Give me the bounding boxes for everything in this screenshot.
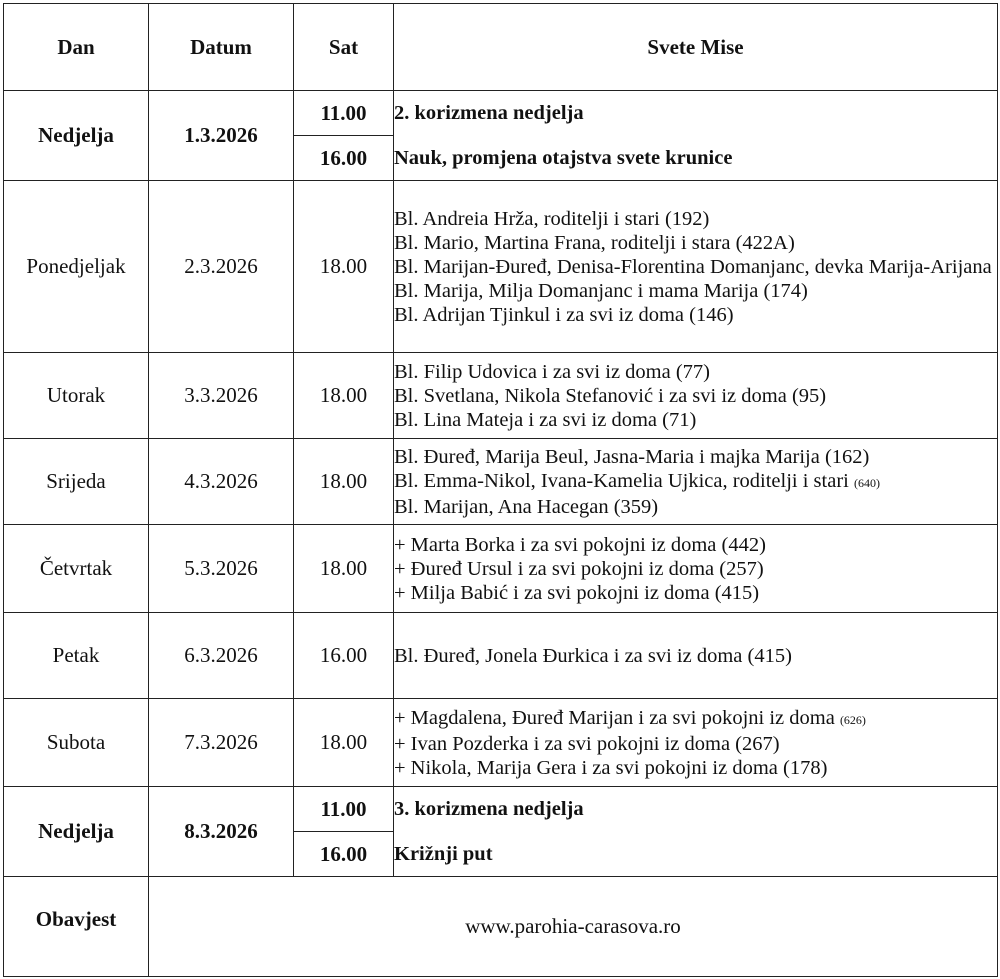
mass-line (394, 706, 997, 732)
mass-cell (394, 787, 998, 877)
header-dan: Dan (4, 4, 149, 91)
mass-line: Bl. Đuređ, Marija Beul, Jasna-Maria i majka Marija (162) (394, 445, 870, 468)
parish-website-link[interactable]: www.parohia-carasova.ro (149, 877, 998, 977)
day-cell: Subota (4, 699, 149, 787)
mass-line: Bl. Marija, Milja Domanjanc i mama Marija (174) (394, 279, 808, 302)
date-cell: 8.3.2026 (149, 787, 294, 877)
header-row (4, 4, 998, 91)
mass-line (394, 469, 997, 495)
time-cell: 16.00 (294, 613, 394, 699)
mass-cell (394, 353, 998, 439)
time-value: 11.00 (294, 787, 393, 832)
table-row (4, 181, 998, 353)
mass-line: + Đuređ Ursul i za svi pokojni iz doma (257) (394, 557, 764, 580)
day-cell: Četvrtak (4, 525, 149, 613)
date-cell: 5.3.2026 (149, 525, 294, 613)
date-cell: 4.3.2026 (149, 439, 294, 525)
header-sat: Sat (294, 4, 394, 91)
time-value: 16.00 (319, 145, 368, 170)
mass-line: Bl. Andreia Hrža, roditelji i stari (192) (394, 207, 710, 230)
mass-cell (394, 439, 998, 525)
mass-text: Bl. Emma-Nikol, Ivana-Kamelia Ujkica, roditelji i stari (394, 469, 849, 492)
day-cell: Utorak (4, 353, 149, 439)
mass-line: Bl. Mario, Martina Frana, roditelji i stara (422A) (394, 231, 795, 254)
time-cell: 18.00 (294, 353, 394, 439)
mass-line: Bl. Marijan-Đuređ, Denisa-Florentina Domanjanc, devka Marija-Arijana (394, 255, 992, 278)
table-row (4, 91, 998, 181)
day-cell: Petak (4, 613, 149, 699)
table-row (4, 699, 998, 787)
mass-line: Bl. Đuređ, Jonela Đurkica i za svi iz doma (415) (394, 644, 792, 667)
mass-line: + Ivan Pozderka i za svi pokojni iz doma (267) (394, 732, 780, 755)
table-row (4, 787, 998, 877)
house-number-note: (640) (853, 475, 880, 490)
mass-cell (394, 525, 998, 613)
mass-line: Bl. Adrijan Tjinkul i za svi iz doma (146) (394, 303, 734, 326)
mass-line: + Milja Babić i za svi pokojni iz doma (415) (394, 581, 760, 604)
day-cell: Srijeda (4, 439, 149, 525)
notice-label: Obavjest (4, 877, 149, 977)
header-mise: Svete Mise (394, 4, 998, 91)
table-row (4, 613, 998, 699)
table-row (4, 525, 998, 613)
mass-line: Križnji put (394, 842, 493, 865)
table-row (4, 353, 998, 439)
notice-row (4, 877, 998, 977)
house-number-note: (626) (839, 712, 866, 727)
mass-schedule-table (3, 3, 998, 977)
day-cell: Nedjelja (4, 91, 149, 181)
date-cell: 7.3.2026 (149, 699, 294, 787)
time-cell: 18.00 (294, 525, 394, 613)
time-value: 11.00 (294, 91, 393, 136)
date-cell: 6.3.2026 (149, 613, 294, 699)
header-datum: Datum (149, 4, 294, 91)
time-cell: 18.00 (294, 181, 394, 353)
mass-cell (394, 613, 998, 699)
mass-line: Bl. Marijan, Ana Hacegan (359) (394, 495, 659, 518)
mass-line: + Marta Borka i za svi pokojni iz doma (442) (394, 533, 766, 556)
date-cell: 1.3.2026 (149, 91, 294, 181)
mass-line: 3. korizmena nedjelja (394, 797, 584, 820)
day-cell: Nedjelja (4, 787, 149, 877)
mass-cell (394, 699, 998, 787)
mass-line: 2. korizmena nedjelja (394, 101, 584, 124)
date-cell: 2.3.2026 (149, 181, 294, 353)
mass-line: Bl. Svetlana, Nikola Stefanović i za svi iz doma (95) (394, 384, 827, 407)
mass-cell (394, 91, 998, 181)
mass-line: Bl. Filip Udovica i za svi iz doma (77) (394, 360, 710, 383)
table-row (4, 439, 998, 525)
day-cell: Ponedjeljak (4, 181, 149, 353)
time-cell: 18.00 (294, 699, 394, 787)
mass-cell (394, 181, 998, 353)
time-cell: 18.00 (294, 439, 394, 525)
time-cell (294, 91, 394, 181)
time-value: 16.00 (319, 841, 368, 866)
mass-line: Nauk, promjena otajstva svete krunice (394, 146, 733, 169)
mass-line: + Nikola, Marija Gera i za svi pokojni iz doma (178) (394, 756, 828, 779)
mass-line: Bl. Lina Mateja i za svi iz doma (71) (394, 408, 697, 431)
time-cell (294, 787, 394, 877)
mass-text: + Magdalena, Đuređ Marijan i za svi pokojni iz doma (394, 706, 835, 729)
date-cell: 3.3.2026 (149, 353, 294, 439)
